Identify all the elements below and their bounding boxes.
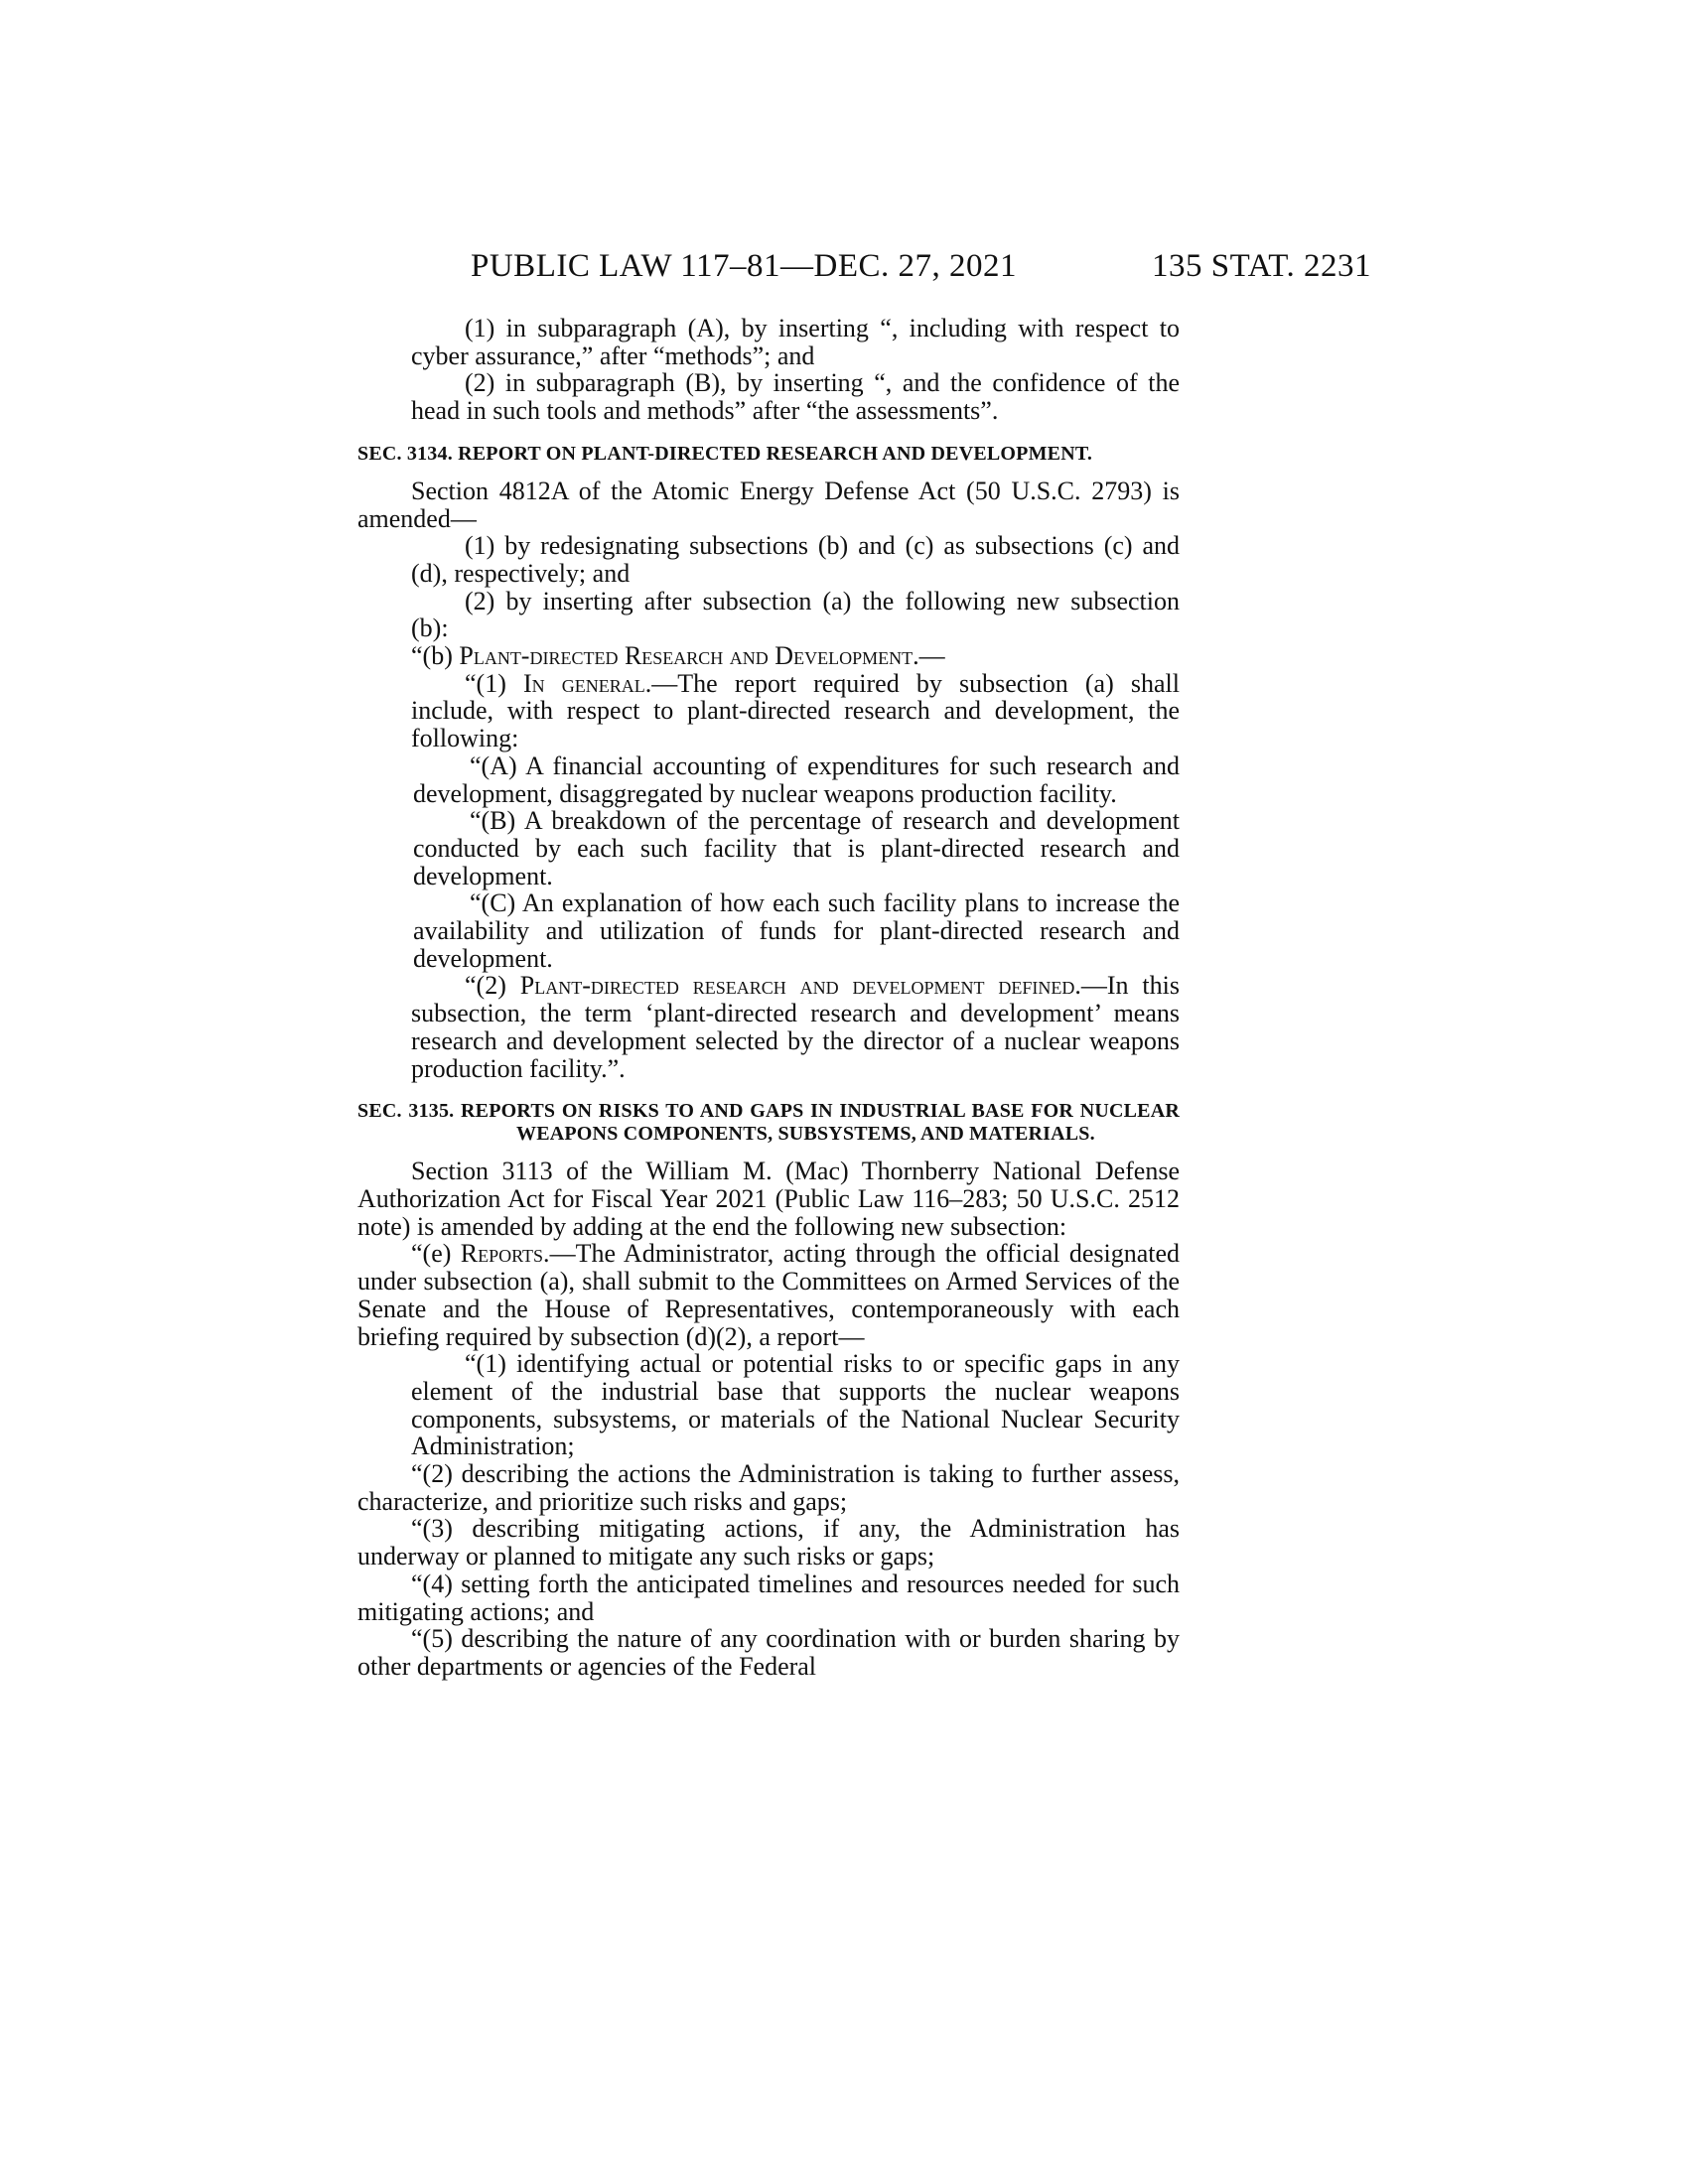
paragraph-2: (2) in subparagraph (B), by inserting “, and the confidence of the head in such tools and methods” after “the assessments”. xyxy=(411,368,1180,426)
subsection-e-title: Reports. xyxy=(460,1239,550,1269)
paragraph-3: Section 4812A of the Atomic Energy Defense Act (50 U.S.C. 2793) is amended— xyxy=(357,476,1180,533)
paragraph-1: (1) in subparagraph (A), by inserting “, including with respect to cyber assurance,” after “methods”; and xyxy=(411,314,1180,370)
paragraph-5: (2) by inserting after subsection (a) the following new subsection (b): xyxy=(411,586,1180,643)
section-heading-3135: SEC. 3135. REPORTS ON RISKS TO AND GAPS IN INDUSTRIAL BASE FOR NUCLEAR WEAPONS COMPONENTS, SUBSYSTEMS, AND MATERIALS. xyxy=(357,1100,1180,1146)
subsection-b-dash: — xyxy=(918,641,945,671)
paragraph-in-general-label: “(1) xyxy=(465,668,506,698)
subsection-e-reports xyxy=(357,1240,1180,1350)
document-body xyxy=(357,315,1180,1681)
report-item-3: “(3) describing mitigating actions, if any, the Administration has underway or planned to mitigate any such risks or gaps; xyxy=(357,1514,1180,1571)
report-item-2: “(2) describing the actions the Administration is taking to further assess, characterize, and prioritize such risks and gaps; xyxy=(357,1459,1180,1516)
paragraph-definition xyxy=(357,972,1180,1082)
subsection-e-label: “(e) xyxy=(411,1239,452,1269)
subsection-b-label: “(b) xyxy=(411,641,453,671)
paragraph-in-general-text: —The report required by subsection (a) shall include, with respect to plant-directed research and development, the following: xyxy=(411,668,1180,753)
paragraph-12: Section 3113 of the William M. (Mac) Thornberry National Defense Authorization Act for Fiscal Year 2021 (Public Law 116–283; 50 U.S.C. 2512 note) is amended by adding at the end the following new subsection: xyxy=(357,1157,1180,1241)
running-header-title: PUBLIC LAW 117–81—DEC. 27, 2021 xyxy=(471,248,1018,284)
subparagraph-c: “(C) An explanation of how each such facility plans to increase the availability and utilization of funds for plant-directed research and development. xyxy=(413,888,1180,973)
subparagraph-a: “(A) A financial accounting of expenditures for such research and development, disaggregated by nuclear weapons production facility. xyxy=(413,751,1180,808)
subparagraph-b: “(B) A breakdown of the percentage of research and development conducted by each such facility that is plant-directed research and development. xyxy=(413,806,1180,890)
paragraph-definition-title: Plant-directed research and development defined. xyxy=(519,971,1081,1001)
subsection-b-title: Plant-directed Research and Development. xyxy=(459,641,919,671)
paragraph-in-general xyxy=(357,670,1180,752)
paragraph-definition-label: “(2) xyxy=(465,971,506,1001)
paragraph-4: (1) by redesignating subsections (b) and (c) as subsections (c) and (d), respectively; and xyxy=(411,531,1180,588)
page-number-stat: 135 STAT. 2231 xyxy=(1152,248,1372,284)
paragraph-in-general-title: In general. xyxy=(523,668,652,698)
report-item-4: “(4) setting forth the anticipated timelines and resources needed for such mitigating actions; and xyxy=(357,1569,1180,1626)
section-heading-3134: SEC. 3134. REPORT ON PLANT-DIRECTED RESEARCH AND DEVELOPMENT. xyxy=(357,442,1093,465)
subsection-e-text: —The Administrator, acting through the official designated under subsection (a), shall submit to the Committees on Armed Services of the Senate and the House of Representatives, contemporaneously with each briefing required by subsection (d)(2), a report— xyxy=(357,1239,1181,1351)
report-item-5: “(5) describing the nature of any coordination with or burden sharing by other departments or agencies of the Federal xyxy=(357,1624,1180,1681)
report-item-1: “(1) identifying actual or potential risks to or specific gaps in any element of the industrial base that supports the nuclear weapons components, subsystems, or materials of the National Nuclear Security Administration; xyxy=(411,1349,1180,1461)
subsection-b-heading xyxy=(357,642,1180,670)
paragraph-definition-text: —In this subsection, the term ‘plant-directed research and development’ means research and development selected by the director of a nuclear weapons production facility.”. xyxy=(411,971,1180,1083)
